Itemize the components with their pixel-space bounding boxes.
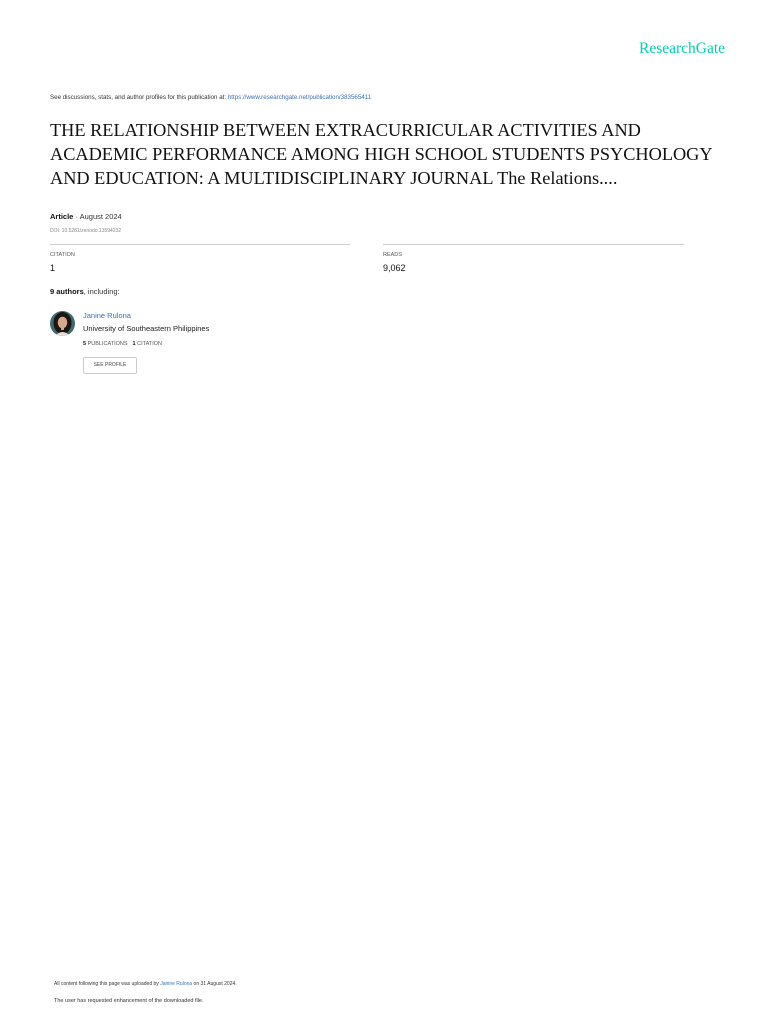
author-publications-label: PUBLICATIONS [87,341,128,347]
author-institution: University of Southeastern Philippines [83,324,210,333]
authors-suffix: , including: [83,287,120,296]
discussion-text: See discussions, stats, and author profiles for this publication at: [50,94,228,101]
upload-suffix: on 31 August 2024. [192,981,237,987]
see-profile-button[interactable]: SEE PROFILE [83,357,137,374]
divider-citation [50,244,350,245]
enhancement-note: The user has requested enhancement of the downloaded file. [54,998,204,1004]
publication-date: · August 2024 [73,212,122,221]
author-stats [83,341,162,347]
discussion-line [50,94,371,101]
publication-url-link[interactable]: https://www.researchgate.net/publication/383565411 [227,94,372,101]
author-citations-count: 1 [132,341,136,347]
author-citations-label: CITATION [137,341,162,347]
publication-doi: DOI: 10.5281/zenodo.13594232 [50,228,122,234]
reads-count: 9,062 [383,263,406,273]
author-publications-count: 5 [83,341,87,347]
citation-count: 1 [50,263,56,273]
publication-title: THE RELATIONSHIP BETWEEN EXTRACURRICULAR ACTIVITIES AND ACADEMIC PERFORMANCE AMONG HIGH SCHOOL STUDENTS PSYCHOLOGY AND EDUCATION: A MULTIDISCIPLINARY JOURNAL The Relations.... [50,120,712,188]
author-avatar[interactable] [50,311,75,336]
divider-reads [383,244,684,245]
upload-notice [54,981,237,987]
reads-label: READS [383,252,402,258]
upload-prefix: All content following this page was uploaded by [54,981,161,987]
avatar-photo-icon [50,311,75,336]
uploader-link[interactable]: Janine Rulona [160,981,193,987]
authors-count: 9 authors [50,287,84,296]
authors-summary [50,287,120,296]
publication-type: Article [50,212,74,221]
publication-meta [50,212,122,221]
author-name-link[interactable]: Janine Rulona [83,311,131,320]
researchgate-logo[interactable]: ResearchGate [639,40,726,57]
citation-label: CITATION [50,252,75,258]
